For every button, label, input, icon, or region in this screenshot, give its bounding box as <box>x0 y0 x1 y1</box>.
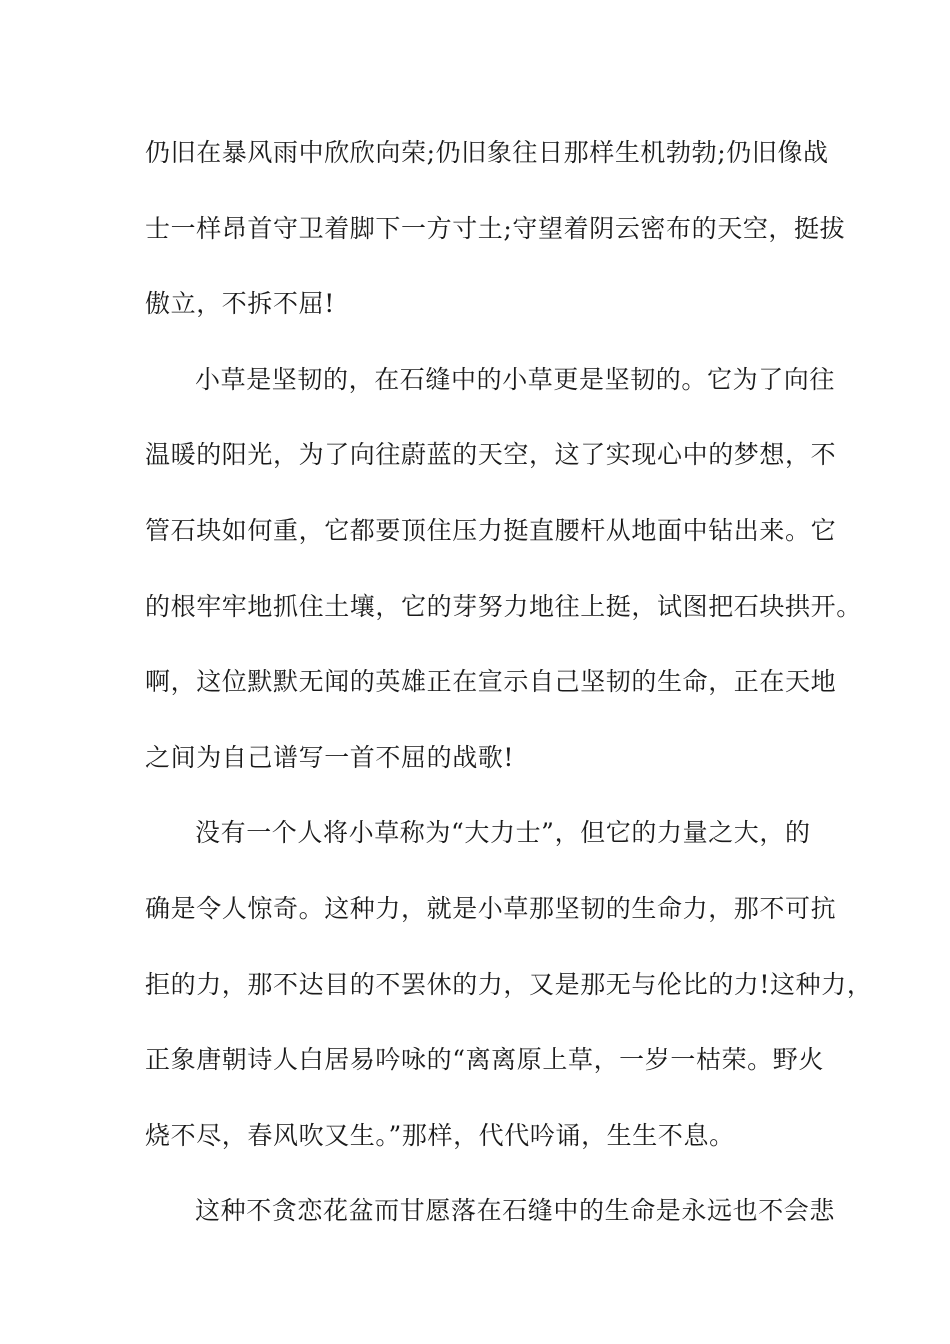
text-line: 啊，这位默默无闻的英雄正在宣示自己坚韧的生命，正在天地 <box>145 667 837 697</box>
paragraph-first-line: 没有一个人将小草称为“大力士”，但它的力量之大，的 <box>195 818 811 848</box>
text-line: 管石块如何重，它都要顶住压力挺直腰杆从地面中钻出来。它 <box>145 515 837 545</box>
text-line: 拒的力，那不达目的不罢休的力，又是那无与伦比的力!这种力， <box>145 969 873 999</box>
text-line: 之间为自己谱写一首不屈的战歌! <box>145 742 515 772</box>
text-line: 傲立，不拆不屈! <box>145 289 335 319</box>
text-line: 正象唐朝诗人白居易吟咏的“离离原上草，一岁一枯荣。野火 <box>145 1045 824 1075</box>
paragraph-first-line: 小草是坚韧的，在石缝中的小草更是坚韧的。它为了向往 <box>195 364 836 394</box>
text-line: 仍旧在暴风雨中欣欣向荣;仍旧象往日那样生机勃勃;仍旧像战 <box>145 138 829 167</box>
text-line: 温暖的阳光，为了向往蔚蓝的天空，这了实现心中的梦想，不 <box>145 440 837 470</box>
text-line: 确是令人惊奇。这种力，就是小草那坚韧的生命力，那不可抗 <box>145 893 837 923</box>
text-line: 的根牢牢地抓住土壤，它的芽努力地往上挺，试图把石块拱开。 <box>145 591 862 621</box>
paragraph-first-line: 这种不贪恋花盆而甘愿落在石缝中的生命是永远也不会悲 <box>195 1196 836 1226</box>
text-line: 烧不尽，春风吹又生。”那样，代代吟诵，生生不息。 <box>145 1120 735 1150</box>
text-line: 士一样昂首守卫着脚下一方寸土;守望着阴云密布的天空，挺拔 <box>145 213 846 243</box>
body-text <box>145 128 873 1262</box>
